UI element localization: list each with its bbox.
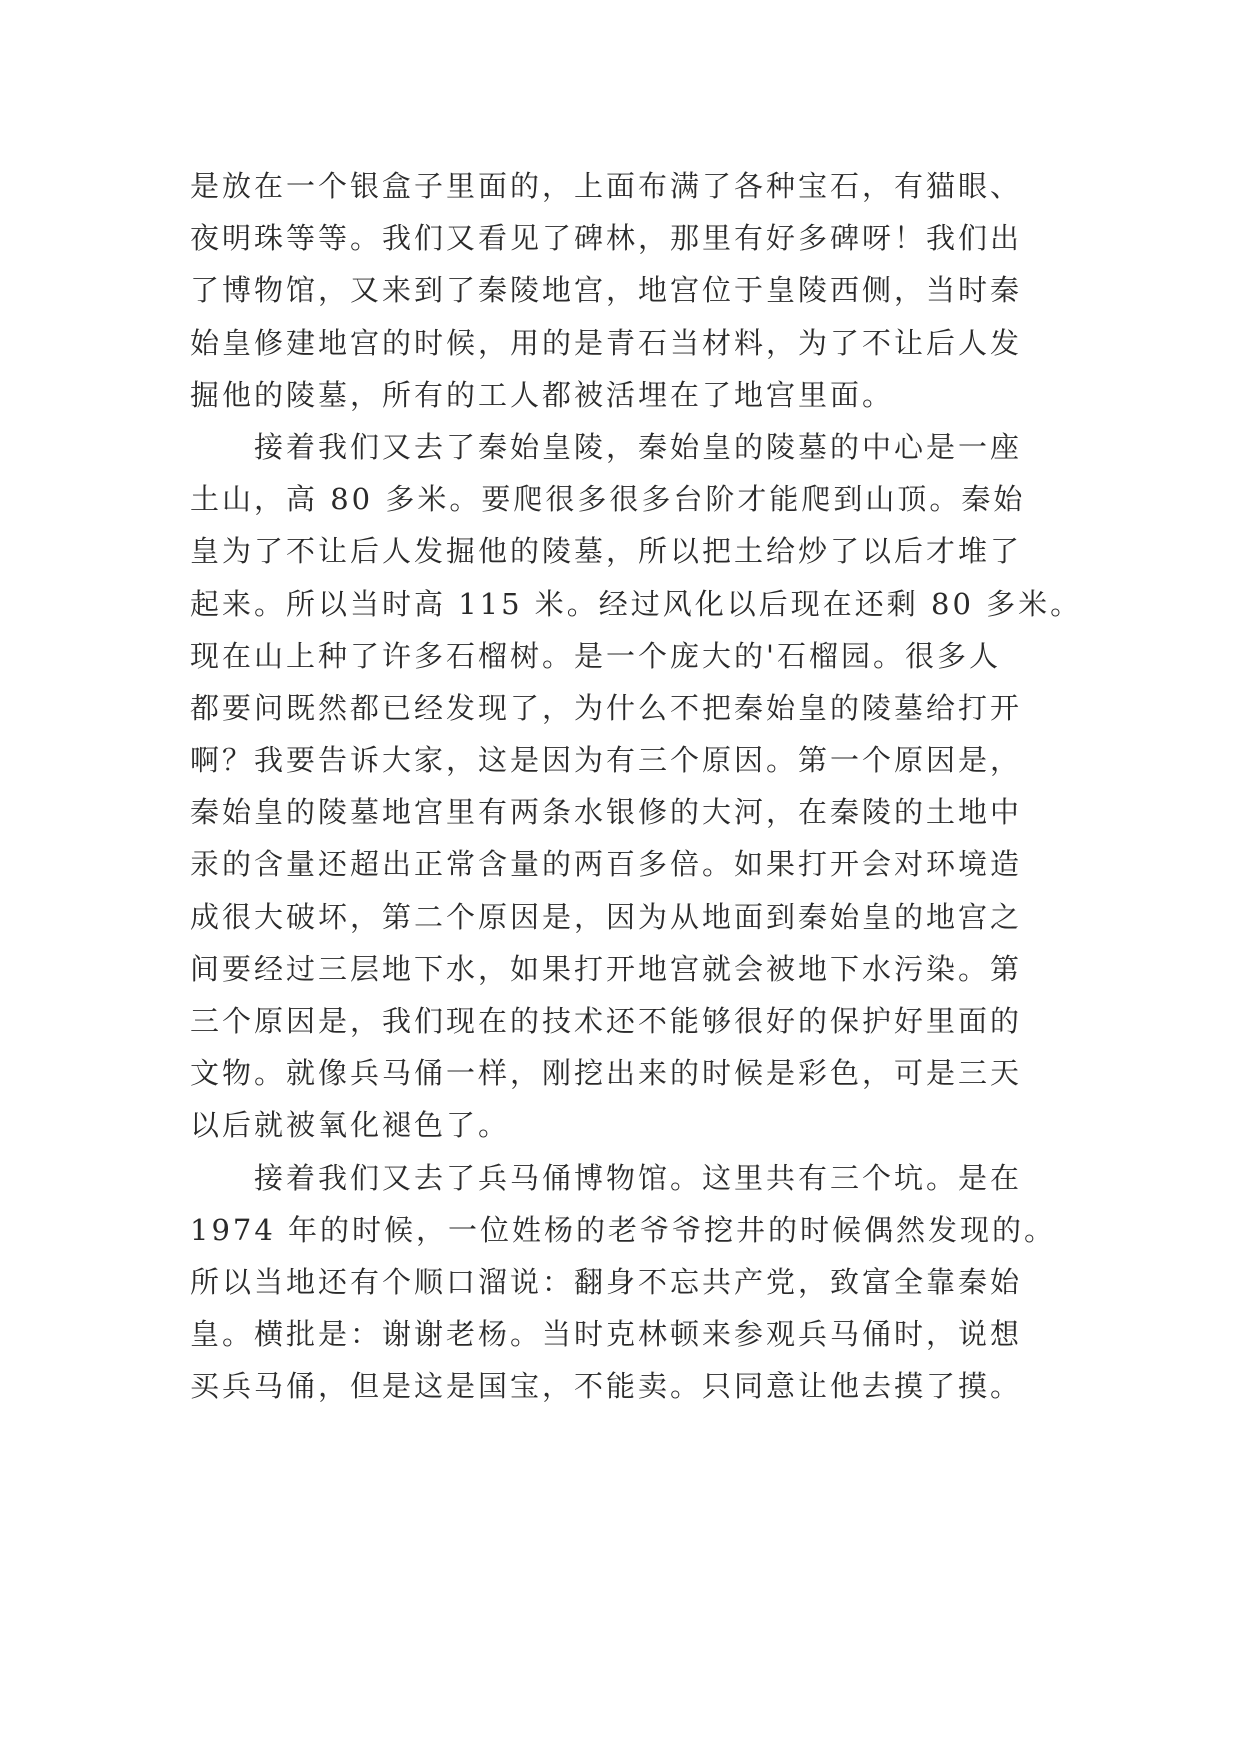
text-line: 三个原因是，我们现在的技术还不能够很好的保护好里面的 xyxy=(190,1004,1023,1038)
paragraph-start-line: 接着我们又去了兵马俑博物馆。这里共有三个坑。是在 xyxy=(254,1160,1023,1195)
text-line: 以后就被氧化褪色了。 xyxy=(190,1108,511,1143)
text-line: 起来。所以当时高 115 米。经过风化以后现在还剩 80 多米。 xyxy=(190,586,1083,621)
text-line: 所以当地还有个顺口溜说：翻身不忘共产党，致富全靠秦始 xyxy=(190,1264,1023,1299)
text-line: 始皇修建地宫的时候，用的是青石当材料，为了不让后人发 xyxy=(190,325,1023,360)
text-line: 夜明珠等等。我们又看见了碑林，那里有好多碑呀！我们出 xyxy=(190,221,1023,256)
text-line: 土山，高 80 多米。要爬很多很多台阶才能爬到山顶。秦始 xyxy=(190,482,1026,517)
paragraph-start-line: 接着我们又去了秦始皇陵，秦始皇的陵墓的中心是一座 xyxy=(254,429,1023,464)
text-line: 都要问既然都已经发现了，为什么不把秦始皇的陵墓给打开 xyxy=(190,690,1023,725)
text-line: 文物。就像兵马俑一样，刚挖出来的时候是彩色，可是三天 xyxy=(190,1056,1023,1091)
text-line: 皇。横批是：谢谢老杨。当时克林顿来参观兵马俑时，说想 xyxy=(190,1317,1023,1352)
text-line: 买兵马俑，但是这是国宝，不能卖。只同意让他去摸了摸。 xyxy=(190,1369,1023,1404)
text-line: 1974 年的时候，一位姓杨的老爷爷挖井的时候偶然发现的。 xyxy=(190,1212,1057,1247)
text-line: 了博物馆，又来到了秦陵地宫，地宫位于皇陵西侧，当时秦 xyxy=(190,273,1023,308)
text-line: 皇为了不让后人发掘他的陵墓，所以把土给炒了以后才堆了 xyxy=(190,534,1023,569)
text-line: 成很大破坏，第二个原因是，因为从地面到秦始皇的地宫之 xyxy=(190,899,1023,934)
text-line: 是放在一个银盒子里面的，上面布满了各种宝石，有猫眼、 xyxy=(190,169,1023,203)
text-line: 秦始皇的陵墓地宫里有两条水银修的大河，在秦陵的土地中 xyxy=(190,795,1023,830)
text-line: 现在山上种了许多石榴树。是一个庞大的'石榴园。很多人 xyxy=(190,638,1001,673)
text-line: 掘他的陵墓，所有的工人都被活埋在了地宫里面。 xyxy=(190,377,895,412)
text-line: 间要经过三层地下水，如果打开地宫就会被地下水污染。第 xyxy=(190,951,1023,986)
text-line: 汞的含量还超出正常含量的两百多倍。如果打开会对环境造 xyxy=(190,847,1023,882)
text-line: 啊？我要告诉大家，这是因为有三个原因。第一个原因是， xyxy=(190,743,1023,778)
body-text xyxy=(190,160,1083,1413)
